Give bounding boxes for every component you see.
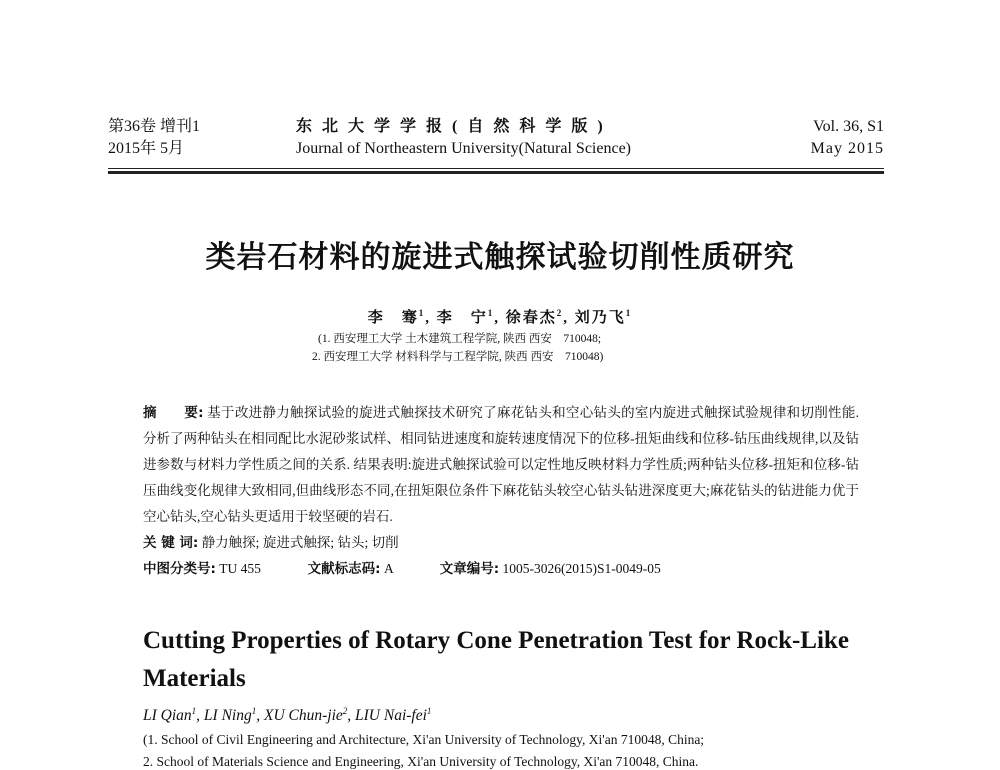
article-no-label: 文章编号: (439, 561, 500, 577)
journal-en: Journal of Northeastern University(Natural Science) (296, 140, 631, 157)
volume-cn: 第36卷 增刊1 (108, 118, 201, 135)
title-en: Cutting Properties of Rotary Cone Penetration Test for Rock-Like Materials (143, 627, 849, 692)
author: XU Chun-jie (263, 707, 343, 725)
author: 李 骞 (367, 310, 419, 326)
clc-label: 中图分类号: (143, 561, 216, 577)
author: 李 宁 (436, 310, 488, 326)
volume-en: Vol. 36, S1 (813, 118, 884, 135)
author: LI Qian (143, 707, 192, 725)
abstract (143, 400, 859, 582)
date-cn: 2015年 5月 (108, 140, 185, 157)
journal-cn: 东 北 大 学 学 报 ( 自 然 科 学 版 ) (296, 118, 606, 135)
title-cn: 类岩石材料的旋进式触探试验切削性质研究 (205, 240, 795, 275)
authors-en: LI Qian$^1$, LI Ning$^1$, XU Chun-jie$^2$, LIU Nai-fei$^1$ (143, 706, 432, 725)
affiliation-cn-1: (1. 西安理工大学 土木建筑工程学院, 陕西 西安 710048; (318, 333, 602, 345)
keywords-text: 静力触探; 旋进式触探; 钻头; 切削 (201, 535, 399, 550)
author: LI Ning (203, 707, 252, 725)
affiliation-cn-2: 2. 西安理工大学 材料科学与工程学院, 陕西 西安 710048) (312, 351, 604, 363)
doc-code-label: 文献标志码: (307, 561, 381, 577)
abstract-text: 基于改进静力触探试验的旋进式触探技术研究了麻花钻头和空心钻头的室内旋进式触探试验规律和切削性能. 分析了两种钻头在相同配比水泥砂浆试样、相同钻进速度和旋转速度情况下的位移-扭矩曲线和位移-钻压曲线规律,以及钻进参数与材料力学性质之间的关系. 结果表明:旋进式触探试验可以定性地反映材料力学性质;两种钻头位移-扭矩和位移-钻压曲线变化规律大致相同,但曲线形态不同,在扭矩限位条件下麻花钻头较空心钻头钻进深度更大;麻花钻头的钻进能力优于空心钻头,空心钻头更适用于较坚硬的岩石. (143, 405, 860, 524)
clc-value: TU 455 (219, 561, 261, 576)
header-rule-thick (108, 171, 884, 174)
keywords-label: 关 键 词: (143, 535, 199, 551)
affiliation-en-2: 2. School of Materials Science and Engineering, Xi'an University of Technology, Xi'an 710048, China. (143, 754, 699, 769)
classification (143, 556, 859, 582)
keywords (143, 530, 859, 556)
doc-code-value: A (383, 561, 393, 576)
author: 徐春杰 (505, 310, 557, 326)
abstract-label: 摘 要: (143, 405, 204, 421)
affiliation-en-1: (1. School of Civil Engineering and Architecture, Xi'an University of Technology, Xi'an 710048, China; (143, 732, 705, 747)
authors-cn: 李 骞$^1$, 李 宁$^1$, 徐春杰$^2$, 刘乃飞$^1$ (367, 308, 633, 326)
header-rule-thin (108, 168, 884, 169)
article-no-value: 1005-3026(2015)S1-0049-05 (502, 561, 661, 576)
author: 刘乃飞 (574, 310, 626, 326)
author: LIU Nai-fei (355, 707, 427, 725)
date-en: May 2015 (810, 140, 884, 157)
